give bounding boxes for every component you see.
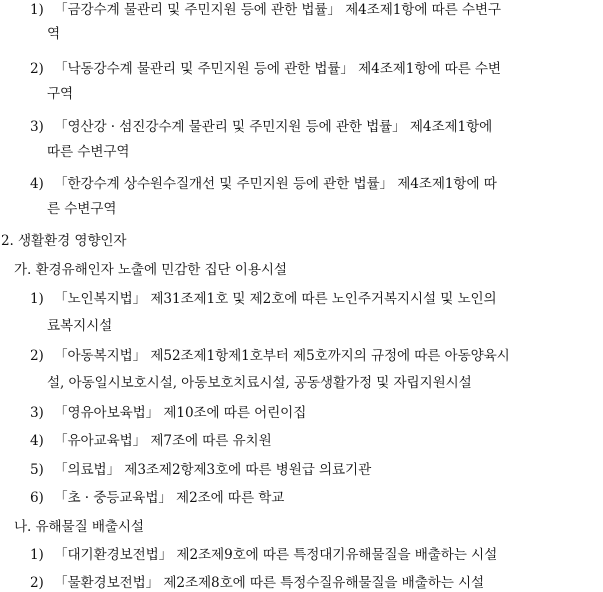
list-item-text: 「낙동강수계 물관리 및 주민지원 등에 관한 법률」 제4조제1항에 따른 수변 <box>54 61 501 77</box>
list-item-text: 「대기환경보전법」 제2조제9호에 따른 특정대기유해물질을 배출하는 시설 <box>54 547 498 563</box>
list-item-marker: 1) <box>30 2 44 18</box>
subsection-heading: 가. 환경유해인자 노출에 민감한 집단 이용시설 <box>14 262 287 278</box>
list-item-marker: 6) <box>30 490 44 506</box>
list-item-text: 「한강수계 상수원수질개선 및 주민지원 등에 관한 법률」 제4조제1항에 따 <box>54 176 497 192</box>
list-item-marker: 3) <box>30 405 44 421</box>
list-item-text: 「물환경보전법」 제2조제8호에 따른 특정수질유해물질을 배출하는 시설 <box>54 575 485 591</box>
list-item-text: 「아동복지법」 제52조제1항제1호부터 제5호까지의 규정에 따른 아동양육시 <box>54 348 510 364</box>
list-item-marker: 5) <box>30 462 44 478</box>
list-item-text: 「노인복지법」 제31조제1호 및 제2호에 따른 노인주거복지시설 및 노인의 <box>54 291 497 307</box>
list-item-marker: 2) <box>30 61 44 77</box>
list-item-continuation: 따른 수변구역 <box>47 144 130 160</box>
list-item-text: 「영산강 · 섬진강수계 물관리 및 주민지원 등에 관한 법률」 제4조제1항에 <box>54 119 493 135</box>
list-item-continuation: 른 수변구역 <box>47 201 117 217</box>
list-item-continuation: 료복지시설 <box>47 318 113 334</box>
list-item-text: 「의료법」 제3조제2항제3호에 따른 병원급 의료기관 <box>54 462 372 478</box>
list-item-marker: 4) <box>30 176 44 192</box>
list-item-marker: 2) <box>30 348 44 364</box>
list-item-marker: 2) <box>30 575 44 591</box>
list-item-text: 「영유아보육법」 제10조에 따른 어린이집 <box>54 405 307 421</box>
list-item-text: 「금강수계 물관리 및 주민지원 등에 관한 법률」 제4조제1항에 따른 수변구 <box>54 2 501 18</box>
list-item-text: 「유아교육법」 제7조에 따른 유치원 <box>54 433 272 449</box>
list-item-text: 「초 · 중등교육법」 제2조에 따른 학교 <box>54 490 285 506</box>
subsection-heading: 나. 유해물질 배출시설 <box>14 519 144 535</box>
list-item-continuation: 역 <box>47 26 61 42</box>
list-item-marker: 3) <box>30 119 44 135</box>
list-item-marker: 1) <box>30 291 44 307</box>
list-item-continuation: 설, 아동일시보호시설, 아동보호치료시설, 공동생활가정 및 자립지원시설 <box>47 375 472 391</box>
section-heading: 2. 생활환경 영향인자 <box>1 233 127 249</box>
list-item-marker: 1) <box>30 547 44 563</box>
list-item-continuation: 구역 <box>47 86 74 102</box>
list-item-marker: 4) <box>30 433 44 449</box>
